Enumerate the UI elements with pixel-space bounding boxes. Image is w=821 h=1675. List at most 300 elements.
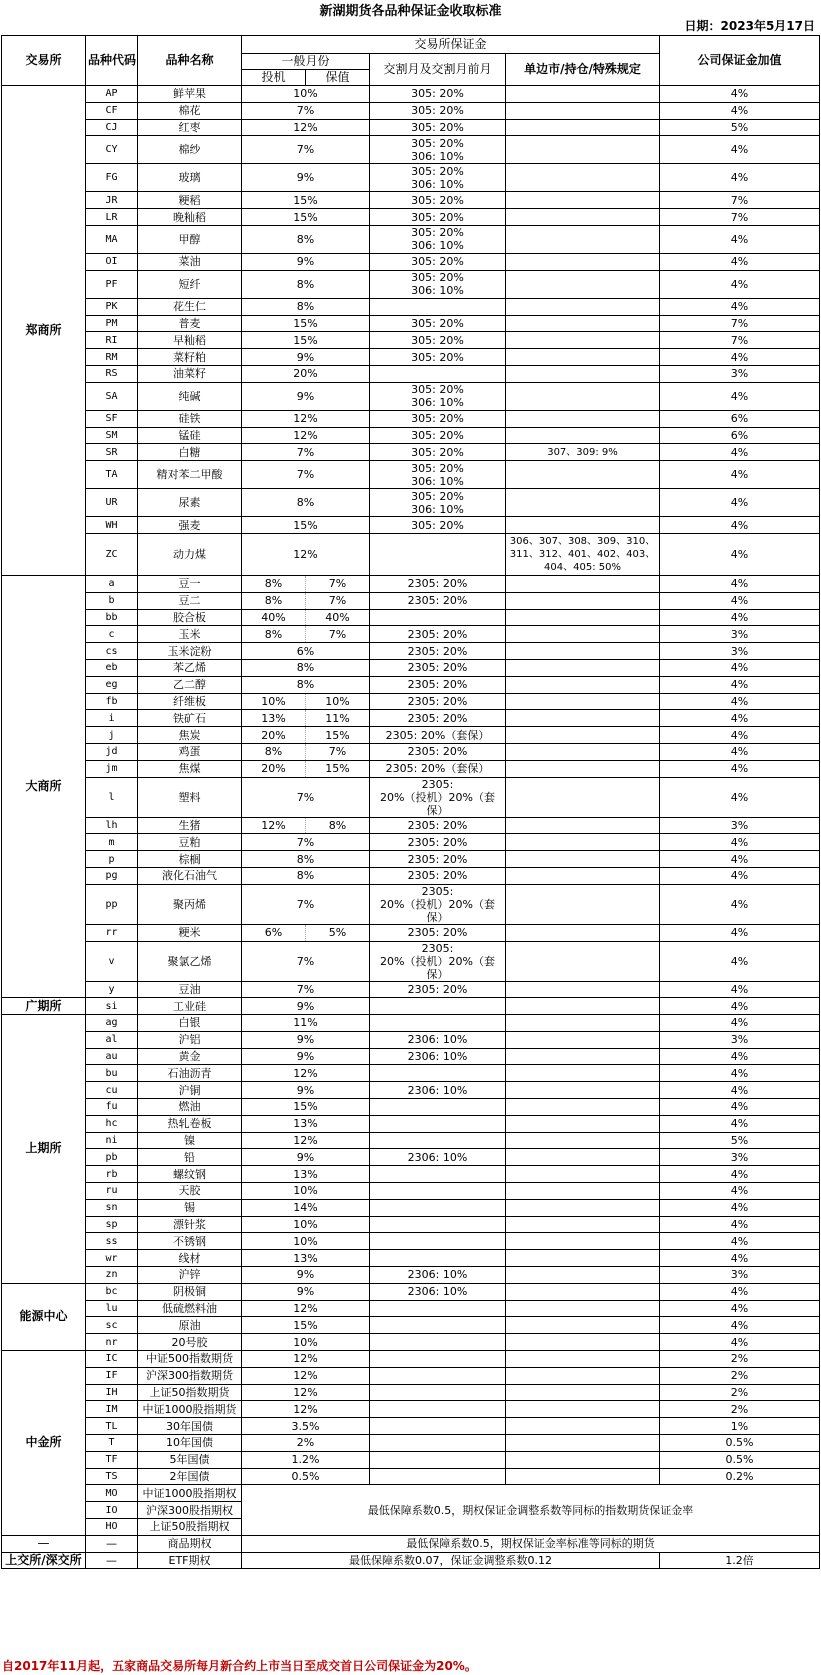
hedge-margin: 8%: [306, 817, 370, 834]
general-margin: 10%: [242, 1233, 370, 1250]
delivery-margin: [370, 1216, 506, 1233]
product-code: rr: [86, 924, 138, 941]
general-margin: 13%: [242, 1250, 370, 1267]
company-add: 3%: [660, 1031, 820, 1048]
product-code: TF: [86, 1451, 138, 1468]
delivery-margin: [370, 1351, 506, 1368]
general-margin: 7%: [242, 981, 370, 998]
general-margin: 15%: [242, 209, 370, 226]
company-add: 3%: [660, 643, 820, 660]
product-name: 不锈钢: [138, 1233, 242, 1250]
product-name: 沪铝: [138, 1031, 242, 1048]
header-hedge: 保值: [306, 70, 370, 86]
product-name: 尿素: [138, 489, 242, 517]
header-name: 品种名称: [138, 36, 242, 86]
company-add: 2%: [660, 1367, 820, 1384]
product-code: al: [86, 1031, 138, 1048]
product-name: 红枣: [138, 119, 242, 136]
table-row: [2, 777, 820, 817]
product-name: 玻璃: [138, 164, 242, 192]
delivery-margin: 2305: 20%: [370, 592, 506, 609]
general-margin: 7%: [242, 777, 370, 817]
delivery-margin: 2306: 10%: [370, 1267, 506, 1284]
product-code: RI: [86, 332, 138, 349]
product-code: lh: [86, 817, 138, 834]
company-add: 4%: [660, 981, 820, 998]
special-rule: [506, 410, 660, 427]
delivery-margin: [370, 1099, 506, 1116]
delivery-margin: 2305: 20%: [370, 626, 506, 643]
product-name: 玉米淀粉: [138, 643, 242, 660]
margin-table: [1, 35, 820, 1569]
table-row: [2, 1317, 820, 1334]
product-code: y: [86, 981, 138, 998]
product-name: 线材: [138, 1250, 242, 1267]
table-row: [2, 1351, 820, 1368]
product-name: 聚丙烯: [138, 884, 242, 924]
special-rule: [506, 743, 660, 760]
special-rule: [506, 1199, 660, 1216]
general-margin: 12%: [242, 427, 370, 444]
header-delivery-month: 交割月及交割月前月: [370, 54, 506, 86]
table-row: [2, 924, 820, 941]
product-name: 硅铁: [138, 410, 242, 427]
delivery-margin: 305: 20%: [370, 209, 506, 226]
table-row: [2, 1401, 820, 1418]
general-margin: 13%: [242, 1115, 370, 1132]
product-name: 石油沥青: [138, 1065, 242, 1082]
product-name: 豆一: [138, 575, 242, 592]
product-name: 焦炭: [138, 727, 242, 744]
special-rule: [506, 1250, 660, 1267]
general-margin: 3.5%: [242, 1418, 370, 1435]
table-row: [2, 253, 820, 270]
delivery-margin: 305: 20%: [370, 253, 506, 270]
company-add: 4%: [660, 1199, 820, 1216]
product-code: JR: [86, 192, 138, 209]
delivery-margin: 305: 20% 306: 10%: [370, 489, 506, 517]
delivery-margin: 2305: 20%: [370, 981, 506, 998]
company-add: 4%: [660, 1183, 820, 1200]
product-name: 铅: [138, 1149, 242, 1166]
delivery-margin: [370, 1334, 506, 1351]
hedge-margin: 11%: [306, 710, 370, 727]
product-code: pb: [86, 1149, 138, 1166]
spec-margin: 8%: [242, 592, 306, 609]
table-row: [2, 192, 820, 209]
delivery-margin: [370, 365, 506, 382]
special-rule: [506, 209, 660, 226]
company-add: 4%: [660, 270, 820, 298]
commodity-option-note: 最低保障系数0.5，期权保证金率标准等同标的期货: [242, 1535, 820, 1552]
product-name: 镍: [138, 1132, 242, 1149]
table-row: [2, 1435, 820, 1452]
product-name: 粳米: [138, 924, 242, 941]
general-margin: 15%: [242, 332, 370, 349]
product-name: 沪锌: [138, 1267, 242, 1284]
delivery-margin: 2305: 20%: [370, 710, 506, 727]
general-margin: 9%: [242, 1267, 370, 1284]
table-row: [2, 86, 820, 103]
product-name: 漂针浆: [138, 1216, 242, 1233]
special-rule: [506, 225, 660, 253]
delivery-margin: 2305: 20%: [370, 851, 506, 868]
company-add: 4%: [660, 1048, 820, 1065]
table-row: [2, 1418, 820, 1435]
delivery-margin: [370, 1300, 506, 1317]
table-row: [2, 136, 820, 164]
table-row: [2, 760, 820, 777]
exchange-name: 广期所: [2, 998, 86, 1015]
special-rule: [506, 643, 660, 660]
company-add: 4%: [660, 253, 820, 270]
general-margin: 12%: [242, 1132, 370, 1149]
general-margin: 7%: [242, 136, 370, 164]
product-code: ss: [86, 1233, 138, 1250]
product-name: 20号胶: [138, 1334, 242, 1351]
delivery-margin: 2305: 20%: [370, 924, 506, 941]
product-code: j: [86, 727, 138, 744]
special-rule: [506, 1334, 660, 1351]
hedge-margin: 7%: [306, 575, 370, 592]
table-row: [2, 981, 820, 998]
company-add: 4%: [660, 1300, 820, 1317]
exchange-name: 上期所: [2, 1015, 86, 1284]
delivery-margin: 2305: 20%（套保）: [370, 727, 506, 744]
special-rule: [506, 867, 660, 884]
general-margin: 10%: [242, 86, 370, 103]
special-rule: [506, 136, 660, 164]
product-name: 沪深300指数期货: [138, 1367, 242, 1384]
product-code: OI: [86, 253, 138, 270]
product-code: fu: [86, 1099, 138, 1116]
delivery-margin: 305: 20% 306: 10%: [370, 461, 506, 489]
hedge-margin: 7%: [306, 743, 370, 760]
general-margin: 8%: [242, 489, 370, 517]
etf-option-note: 最低保障系数0.07，保证金调整系数0.12: [242, 1552, 660, 1569]
product-name: 普麦: [138, 315, 242, 332]
product-code: T: [86, 1435, 138, 1452]
special-rule: [506, 727, 660, 744]
product-code: bc: [86, 1283, 138, 1300]
general-margin: 12%: [242, 1384, 370, 1401]
product-code: RS: [86, 365, 138, 382]
table-row: [2, 1485, 820, 1502]
header-general-month: 一般月份: [242, 54, 370, 70]
exchange-name: 能源中心: [2, 1283, 86, 1350]
special-rule: [506, 834, 660, 851]
general-margin: 1.2%: [242, 1451, 370, 1468]
company-add: 2%: [660, 1384, 820, 1401]
delivery-margin: [370, 298, 506, 315]
product-name: 短纤: [138, 270, 242, 298]
special-rule: [506, 659, 660, 676]
special-rule: [506, 760, 660, 777]
product-name: 棉花: [138, 102, 242, 119]
delivery-margin: 2305: 20%: [370, 817, 506, 834]
special-rule: [506, 777, 660, 817]
header-exchange: 交易所: [2, 36, 86, 86]
special-rule: [506, 192, 660, 209]
delivery-margin: [370, 609, 506, 626]
table-row: [2, 349, 820, 366]
product-name: 上证50股指期权: [138, 1519, 242, 1536]
table-row: [2, 1300, 820, 1317]
special-rule: [506, 1149, 660, 1166]
company-add: 4%: [660, 225, 820, 253]
delivery-margin: 2306: 10%: [370, 1048, 506, 1065]
table-row: [2, 659, 820, 676]
table-row: [2, 1233, 820, 1250]
product-code: PK: [86, 298, 138, 315]
company-add: 6%: [660, 410, 820, 427]
special-rule: [506, 884, 660, 924]
product-name: ETF期权: [138, 1552, 242, 1569]
product-code: jm: [86, 760, 138, 777]
table-row: [2, 427, 820, 444]
company-add: 4%: [660, 444, 820, 461]
product-code: cu: [86, 1082, 138, 1099]
delivery-margin: [370, 1233, 506, 1250]
exchange-name: 郑商所: [2, 86, 86, 576]
product-name: 乙二醇: [138, 676, 242, 693]
product-code: PM: [86, 315, 138, 332]
company-add: 4%: [660, 1233, 820, 1250]
product-name: 豆油: [138, 981, 242, 998]
delivery-margin: 305: 20% 306: 10%: [370, 382, 506, 410]
product-code: ni: [86, 1132, 138, 1149]
product-name: 玉米: [138, 626, 242, 643]
general-margin: 7%: [242, 834, 370, 851]
table-row: [2, 1552, 820, 1569]
product-code: IO: [86, 1502, 138, 1519]
product-name: 2年国债: [138, 1468, 242, 1485]
table-row: [2, 626, 820, 643]
table-row: [2, 693, 820, 710]
special-rule: [506, 382, 660, 410]
product-name: 粳稻: [138, 192, 242, 209]
special-rule: [506, 86, 660, 103]
table-row: [2, 119, 820, 136]
table-row: [2, 1115, 820, 1132]
special-rule: [506, 1267, 660, 1284]
delivery-margin: 2305: 20%（投机）20%（套保）: [370, 941, 506, 981]
spec-margin: 8%: [242, 575, 306, 592]
table-row: [2, 209, 820, 226]
special-rule: [506, 489, 660, 517]
spec-margin: 40%: [242, 609, 306, 626]
product-name: 燃油: [138, 1099, 242, 1116]
company-add: 4%: [660, 1334, 820, 1351]
product-name: 锰硅: [138, 427, 242, 444]
product-code: sc: [86, 1317, 138, 1334]
product-code: eb: [86, 659, 138, 676]
special-rule: [506, 609, 660, 626]
delivery-margin: 2305: 20%: [370, 659, 506, 676]
general-margin: 8%: [242, 676, 370, 693]
product-name: 胶合板: [138, 609, 242, 626]
special-rule: [506, 1216, 660, 1233]
table-row: [2, 1149, 820, 1166]
company-add: 4%: [660, 1250, 820, 1267]
product-code: l: [86, 777, 138, 817]
product-code: ZC: [86, 533, 138, 575]
table-row: [2, 710, 820, 727]
general-margin: 10%: [242, 1183, 370, 1200]
special-rule: [506, 253, 660, 270]
table-row: [2, 676, 820, 693]
product-name: 锡: [138, 1199, 242, 1216]
product-name: 豆二: [138, 592, 242, 609]
general-margin: 15%: [242, 1099, 370, 1116]
header-company-add: 公司保证金加值: [660, 36, 820, 86]
company-add: 4%: [660, 102, 820, 119]
general-margin: 12%: [242, 533, 370, 575]
general-margin: 9%: [242, 382, 370, 410]
hedge-margin: 5%: [306, 924, 370, 941]
product-code: bu: [86, 1065, 138, 1082]
company-add: 7%: [660, 332, 820, 349]
table-row: [2, 592, 820, 609]
product-code: fb: [86, 693, 138, 710]
product-name: 聚氯乙烯: [138, 941, 242, 981]
company-add: 5%: [660, 1132, 820, 1149]
special-rule: [506, 1115, 660, 1132]
general-margin: 8%: [242, 298, 370, 315]
product-name: 30年国债: [138, 1418, 242, 1435]
product-name: 晚籼稻: [138, 209, 242, 226]
table-row: [2, 1015, 820, 1032]
special-rule: [506, 365, 660, 382]
product-name: 焦煤: [138, 760, 242, 777]
page-title: 新湖期货各品种保证金收取标准: [319, 4, 502, 19]
delivery-margin: [370, 533, 506, 575]
company-add: 4%: [660, 533, 820, 575]
product-code: si: [86, 998, 138, 1015]
special-rule: [506, 676, 660, 693]
general-margin: 9%: [242, 1283, 370, 1300]
company-add: 4%: [660, 86, 820, 103]
table-row: [2, 727, 820, 744]
delivery-margin: 305: 20%: [370, 517, 506, 534]
table-row: [2, 1048, 820, 1065]
company-add: 4%: [660, 1166, 820, 1183]
table-row: [2, 365, 820, 382]
special-rule: [506, 1132, 660, 1149]
general-margin: 8%: [242, 851, 370, 868]
product-code: p: [86, 851, 138, 868]
product-name: 动力煤: [138, 533, 242, 575]
company-add: 4%: [660, 659, 820, 676]
company-add: 2%: [660, 1401, 820, 1418]
company-add: 4%: [660, 998, 820, 1015]
special-rule: [506, 298, 660, 315]
company-add: 3%: [660, 1267, 820, 1284]
delivery-margin: [370, 1250, 506, 1267]
table-row: [2, 1283, 820, 1300]
hedge-margin: 7%: [306, 626, 370, 643]
product-code: LR: [86, 209, 138, 226]
delivery-margin: 305: 20%: [370, 102, 506, 119]
company-add: 4%: [660, 941, 820, 981]
product-code: IH: [86, 1384, 138, 1401]
delivery-margin: 2305: 20%: [370, 693, 506, 710]
product-name: 低硫燃料油: [138, 1300, 242, 1317]
general-margin: 12%: [242, 1300, 370, 1317]
special-rule: [506, 315, 660, 332]
hedge-margin: 7%: [306, 592, 370, 609]
product-code: MA: [86, 225, 138, 253]
product-code: i: [86, 710, 138, 727]
delivery-margin: 2305: 20%（投机）20%（套保）: [370, 777, 506, 817]
company-add: 4%: [660, 710, 820, 727]
general-margin: 2%: [242, 1435, 370, 1452]
product-name: 豆粕: [138, 834, 242, 851]
special-rule: [506, 1384, 660, 1401]
product-name: 强麦: [138, 517, 242, 534]
product-name: 花生仁: [138, 298, 242, 315]
company-add: 4%: [660, 867, 820, 884]
special-rule: 306、307、308、309、310、 311、312、401、402、403、 404、405: 50%: [506, 533, 660, 575]
company-add: 4%: [660, 676, 820, 693]
special-rule: [506, 1015, 660, 1032]
product-code: IM: [86, 1401, 138, 1418]
company-add: 4%: [660, 884, 820, 924]
delivery-margin: 2306: 10%: [370, 1149, 506, 1166]
company-add: 4%: [660, 489, 820, 517]
table-row: [2, 941, 820, 981]
company-add: 2%: [660, 1351, 820, 1368]
hedge-margin: 10%: [306, 693, 370, 710]
general-margin: 11%: [242, 1015, 370, 1032]
general-margin: 12%: [242, 1367, 370, 1384]
product-name: 精对苯二甲酸: [138, 461, 242, 489]
special-rule: [506, 164, 660, 192]
special-rule: [506, 998, 660, 1015]
table-row: [2, 1199, 820, 1216]
company-add: 0.2%: [660, 1468, 820, 1485]
general-margin: 10%: [242, 1216, 370, 1233]
delivery-margin: [370, 1384, 506, 1401]
table-row: [2, 884, 820, 924]
company-add: 7%: [660, 192, 820, 209]
delivery-margin: [370, 1115, 506, 1132]
product-code: lu: [86, 1300, 138, 1317]
company-add: 3%: [660, 365, 820, 382]
delivery-margin: 305: 20%: [370, 349, 506, 366]
special-rule: [506, 1065, 660, 1082]
special-rule: [506, 1166, 660, 1183]
product-name: 菜油: [138, 253, 242, 270]
spec-margin: 13%: [242, 710, 306, 727]
table-row: [2, 489, 820, 517]
delivery-margin: 305: 20%: [370, 315, 506, 332]
special-rule: [506, 710, 660, 727]
table-row: [2, 382, 820, 410]
spec-margin: 20%: [242, 760, 306, 777]
special-rule: [506, 427, 660, 444]
general-margin: 6%: [242, 643, 370, 660]
company-add: 4%: [660, 461, 820, 489]
company-add: 4%: [660, 592, 820, 609]
delivery-margin: [370, 1166, 506, 1183]
product-code: IC: [86, 1351, 138, 1368]
table-row: [2, 817, 820, 834]
general-margin: 8%: [242, 270, 370, 298]
special-rule: [506, 1031, 660, 1048]
table-row: [2, 1367, 820, 1384]
table-row: [2, 1099, 820, 1116]
